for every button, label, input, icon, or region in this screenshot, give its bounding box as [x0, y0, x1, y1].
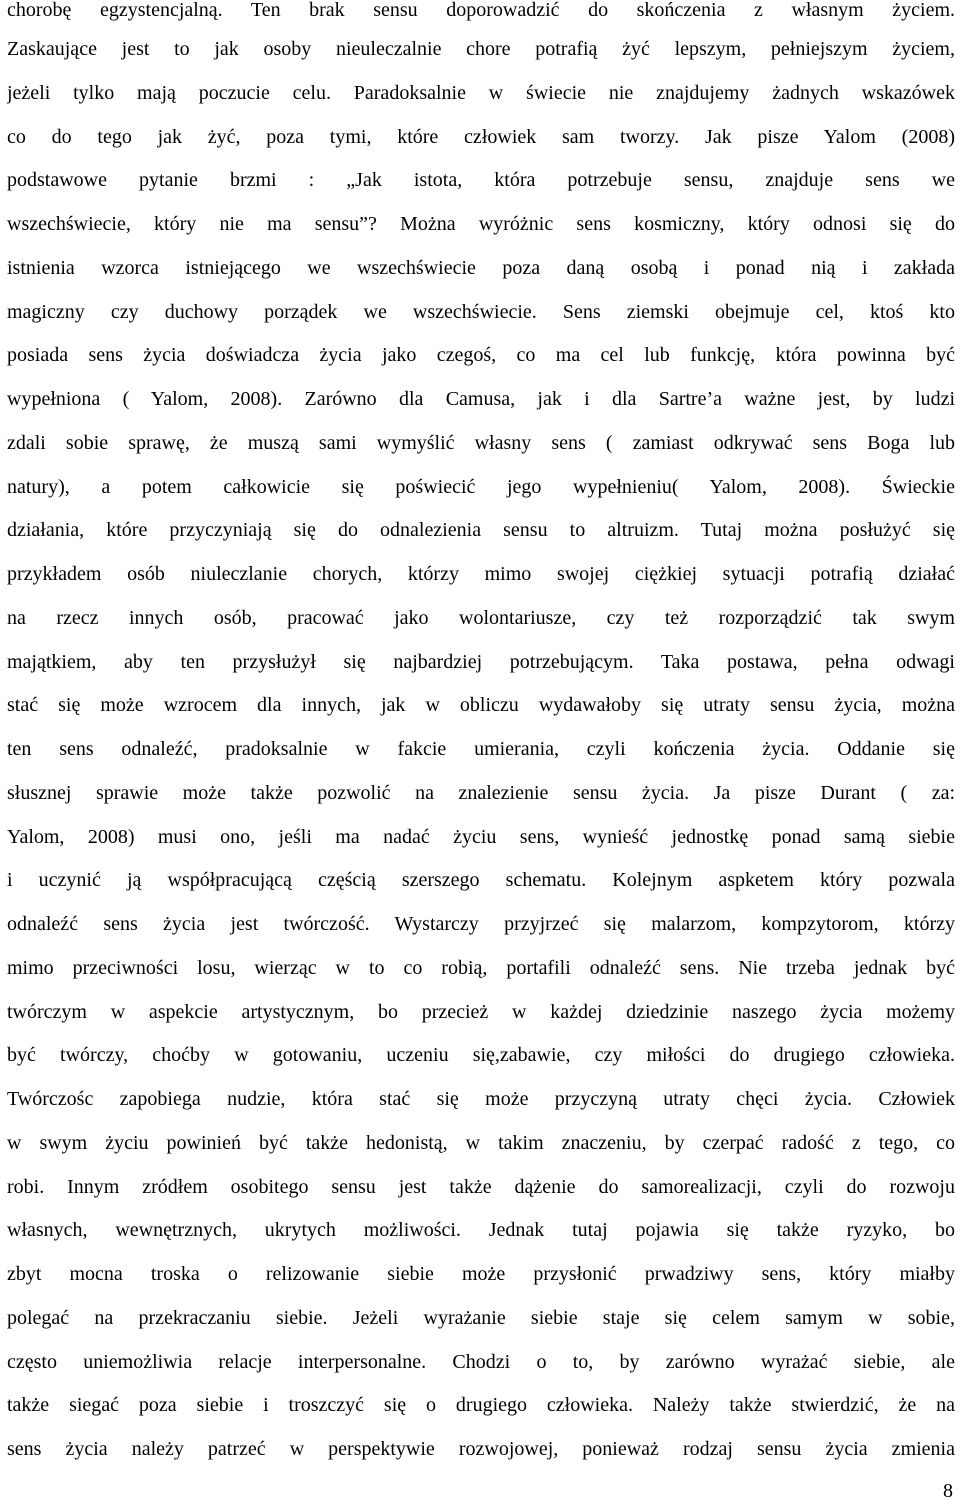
text-line: majątkiem, aby ten przysłużył się najbardziej potrzebującym. Taka postawa, pełna odwagi: [7, 650, 955, 673]
text-line: podstawowe pytanie brzmi : „Jak istota, która potrzebuje sensu, znajduje sens we: [7, 169, 955, 192]
text-line: zbyt mocna troska o relizowanie siebie może przysłonić prwadziwy sens, który miałby: [7, 1263, 955, 1285]
text-line: stać się może wzrocem dla innych, jak w obliczu wydawałoby się utraty sensu życia, można: [7, 694, 955, 717]
text-line: przykładem osób niuleczlanie chorych, którzy mimo swojej ciężkiej sytuacji potrafią działać: [7, 563, 955, 585]
text-line: własnych, wewnętrznych, ukrytych możliwości. Jednak tutaj pojawia się także ryzyko, bo: [7, 1219, 955, 1242]
text-line: odnaleźć sens życia jest twórczość. Wystarczy przyjrzeć się malarzom, kompzytorom, którzy: [7, 913, 955, 935]
text-line: posiada sens życia doświadcza życia jako czegoś, co ma cel lub funkcję, która powinna być: [7, 344, 955, 367]
text-line: istnienia wzorca istniejącego we wszechświecie poza daną osobą i ponad nią i zakłada: [7, 256, 955, 279]
text-line: wszechświecie, który nie ma sensu”? Można wyróżnic sens kosmiczny, który odnosi się do: [7, 213, 955, 235]
text-line: często uniemożliwia relacje interpersonalne. Chodzi o to, by zarówno wyrażać siebie, ale: [7, 1350, 955, 1373]
text-line: polegać na przekraczaniu siebie. Jeżeli wyrażanie siebie staje się celem samym w sobie,: [7, 1306, 955, 1329]
text-line: wypełniona ( Yalom, 2008). Zarówno dla Camusa, jak i dla Sartre’a ważne jest, by ludzi: [7, 388, 955, 410]
text-line: słusznej sprawie może także pozwolić na znalezienie sensu życia. Ja pisze Durant ( za:: [7, 781, 955, 804]
text-line: chorobę egzystencjalną. Ten brak sensu doporowadzić do skończenia z własnym życiem.: [7, 0, 955, 21]
text-line: mimo przeciwności losu, wierząc w to co robią, portafili odnaleźć sens. Nie trzeba jednak być: [7, 956, 955, 979]
page-number: 8: [943, 1480, 953, 1502]
text-line: co do tego jak żyć, poza tymi, które człowiek sam tworzy. Jak pisze Yalom (2008): [7, 125, 955, 148]
text-line: Twórczośc zapobiega nudzie, która stać się może przyczyną utraty chęci życia. Człowiek: [7, 1088, 955, 1110]
text-line: w swym życiu powinień być także hedonistą, w takim znaczeniu, by czerpać radość z tego, co: [7, 1131, 955, 1154]
text-line: magiczny czy duchowy porządek we wszechświecie. Sens ziemski obejmuje cel, ktoś kto: [7, 300, 955, 323]
text-line: zdali sobie sprawę, że muszą sami wymyślić własny sens ( zamiast odkrywać sens Boga lub: [7, 431, 955, 454]
text-line: Zaskaujące jest to jak osoby nieuleczalnie chore potrafią żyć lepszym, pełniejszym życiem,: [7, 38, 955, 60]
text-line: i uczynić ją współpracującą częścią szerszego schematu. Kolejnym aspketem który pozwala: [7, 869, 955, 892]
body-text: [7, 0, 955, 1472]
text-line: Yalom, 2008) musi ono, jeśli ma nadać życiu sens, wynieść jednostkę ponad samą siebie: [7, 825, 955, 848]
text-line: na rzecz innych osób, pracować jako wolontariusze, czy też rozporządzić tak swym: [7, 606, 955, 629]
text-line: sens życia należy patrzeć w perspektywie rozwojowej, ponieważ rodzaj sensu życia zmienia: [7, 1438, 955, 1460]
text-line: także siegać poza siebie i troszczyć się o drugiego człowieka. Należy także stwierdzić, że na: [7, 1394, 955, 1417]
text-line: robi. Innym zródłem osobitego sensu jest także dążenie do samorealizacji, czyli do rozwoju: [7, 1175, 955, 1198]
text-line: ten sens odnaleźć, pradoksalnie w fakcie umierania, czyli kończenia życia. Oddanie się: [7, 738, 955, 760]
text-line: działania, które przyczyniają się do odnalezienia sensu to altruizm. Tutaj można posłużyć się: [7, 519, 955, 542]
text-line: twórczym w aspekcie artystycznym, bo przecież w każdej dziedzinie naszego życia możemy: [7, 1000, 955, 1023]
text-line: być twórczy, choćby w gotowaniu, uczeniu się,zabawie, czy miłości do drugiego człowieka.: [7, 1044, 955, 1067]
text-line: natury), a potem całkowicie się poświecić jego wypełnieniu( Yalom, 2008). Świeckie: [7, 475, 955, 498]
text-line: jeżeli tylko mają poczucie celu. Paradoksalnie w świecie nie znajdujemy żadnych wskazówek: [7, 81, 955, 104]
